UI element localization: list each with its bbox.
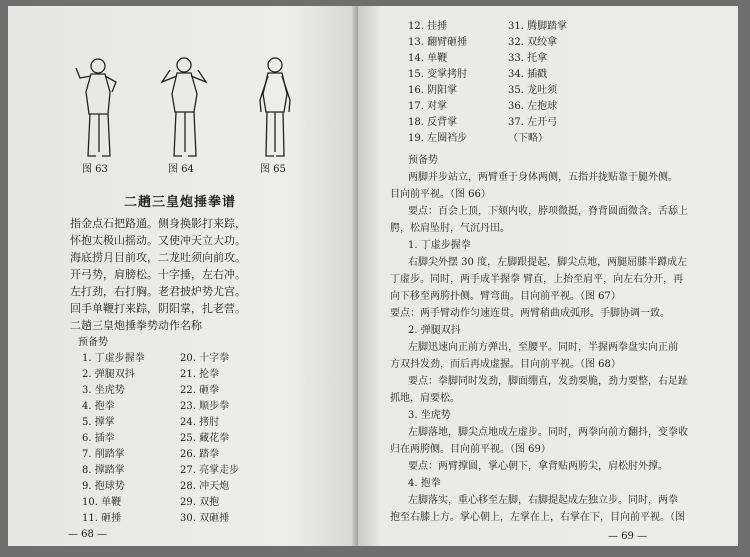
body-line: 要点：两手臂动作匀速连贯。两臂稍曲成弧形。手脚协调一致。 [390, 308, 670, 319]
right-page [358, 6, 738, 546]
move-item: 21. 抡拳 [180, 369, 220, 380]
move-item: 6. 插拳 [82, 433, 115, 444]
move-item: 33. 托拿 [508, 53, 548, 64]
body-line: 右脚尖外摆 30 度，左脚跟提起，脚尖点地，两腿屈膝半蹲成左 [408, 257, 688, 268]
figure-64-illustration [156, 52, 212, 160]
move-item: 25. 藏花拳 [180, 433, 230, 444]
page-title: 二趟三皇炮捶拳谱 [124, 195, 237, 210]
left-page [8, 6, 358, 546]
verse-line: 指金点石把路通。侧身换影打来踪， [70, 217, 246, 230]
body-line: 两脚并步站立，两臂垂于身体两侧，五指并拢贴靠于腿外侧。 [408, 172, 678, 183]
verse-line: 回手单鞭打来踪，阴阳掌，扎老营。 [70, 302, 246, 315]
move-item: 22. 砸拳 [180, 385, 220, 396]
move-item: 4. 抱拳 [82, 401, 115, 412]
move-item: 1. 丁虚步握拳 [82, 353, 145, 364]
body-line: 要点：百会上顶，下颏内收，脖项微挺，脊背圆面微含。舌舔上 [408, 206, 688, 217]
move-item: 26. 踏拳 [180, 449, 220, 460]
move-item: 7. 削踏掌 [82, 449, 125, 460]
move-item: 32. 双绞拿 [508, 37, 558, 48]
move-item: 23. 顺步拳 [180, 401, 230, 412]
section-heading: 二趟三皇炮捶拳势动作名称 [70, 319, 202, 332]
move-item: （下略） [508, 133, 548, 144]
figure-65-caption: 图 65 [260, 164, 286, 175]
verse-line: 开弓势，肩膀松。十字捶，左右冲。 [70, 268, 246, 281]
body-line: 1. 丁虚步握拳 [408, 240, 471, 251]
body-line: 目向前平视。（图 66） [390, 189, 491, 200]
move-item: 10. 单鞭 [82, 497, 122, 508]
figure-65-illustration [250, 52, 300, 160]
body-line: 要点：两臂撑圆，掌心朝下，拿背贴两胯尖，肩松肘外撑。 [408, 461, 668, 472]
move-item: 20. 十字拳 [180, 353, 230, 364]
move-item: 30. 双砸捶 [180, 513, 230, 524]
move-item: 37. 左开弓 [508, 117, 558, 128]
body-line: 丁虚步。同时，两手成半握拳 臂直，上抬至肩平，向左右分开，再 [390, 274, 684, 285]
move-item: 18. 反背掌 [408, 117, 458, 128]
move-item: 31. 腾脚踏掌 [508, 21, 568, 32]
move-item: 16. 阴阳掌 [408, 85, 458, 96]
move-item: 11. 砸捶 [82, 513, 122, 524]
page-number: — 68 — [68, 529, 108, 540]
figure-63-caption: 图 63 [82, 164, 108, 175]
body-line: 左脚落实，重心移至左脚，右脚提起成左独立步。同时，两拳 [408, 495, 678, 506]
move-item: 2. 弹腿双抖 [82, 369, 135, 380]
body-line: 抱至右膝上方。掌心朝上，左掌在上，右掌在下，目向前平视。（图 [390, 512, 685, 523]
body-line: 方双抖发劲，而后再成虚握。目向前平视。（图 68） [390, 359, 621, 370]
move-item: 3. 坐虎势 [82, 385, 125, 396]
body-line: 2. 弹腿双抖 [408, 325, 461, 336]
prep-label: 预备势 [78, 337, 108, 348]
body-line: 预备势 [408, 155, 438, 166]
move-item: 17. 对掌 [408, 101, 448, 112]
move-item: 14. 单鞭 [408, 53, 448, 64]
move-item: 28. 冲天炮 [180, 481, 230, 492]
move-item: 34. 插戳 [508, 69, 548, 80]
move-item: 19. 左圈裆步 [408, 133, 468, 144]
move-item: 24. 拷肘 [180, 417, 220, 428]
move-item: 9. 抱球势 [82, 481, 125, 492]
page-number: — 69 — [608, 531, 648, 542]
body-line: 4. 抱拳 [408, 478, 441, 489]
verse-line: 怀抱太极山摇动。又使冲天立大功。 [70, 234, 246, 247]
figure-64-caption: 图 64 [168, 164, 194, 175]
move-item: 27. 亮掌走步 [180, 465, 240, 476]
body-line: 归在两胯侧。目向前平视。（图 69） [390, 444, 551, 455]
move-item: 36. 左抱球 [508, 101, 558, 112]
verse-line: 海底捞月目前攻，二龙吐须向前攻。 [70, 251, 246, 264]
body-line: 左脚落地，脚尖点地成左虚步。同时，两拳向前方翻抖，变拳收 [408, 427, 688, 438]
move-item: 15. 变掌拷肘 [408, 69, 468, 80]
body-line: 左脚迅速向正前方弹出，至腰平。同时，半握两拳盘实向正前 [408, 342, 678, 353]
body-line: 向下移至两胯扑侧。臂弯曲。目向前平视。（图 67） [390, 291, 621, 302]
move-item: 29. 双抱 [180, 497, 220, 508]
move-item: 12. 挂捶 [408, 21, 448, 32]
move-item: 35. 龙吐须 [508, 85, 558, 96]
figure-63-illustration [68, 52, 124, 160]
body-line: 抓地，肩要松。 [390, 393, 460, 404]
body-line: 腭，松肩坠肘，气沉丹田。 [390, 223, 510, 234]
move-item: 13. 翻臂砸捶 [408, 37, 468, 48]
body-line: 要点：拳脚同时发劲，脚面绷直，发劲要脆，劲力要整，右足趾 [408, 376, 688, 387]
move-item: 5. 撑掌 [82, 417, 115, 428]
body-line: 3. 坐虎势 [408, 410, 451, 421]
verse-line: 左打劲，右打胸。老君披炉势尤宫。 [70, 285, 246, 298]
move-item: 8. 撑踏掌 [82, 465, 125, 476]
